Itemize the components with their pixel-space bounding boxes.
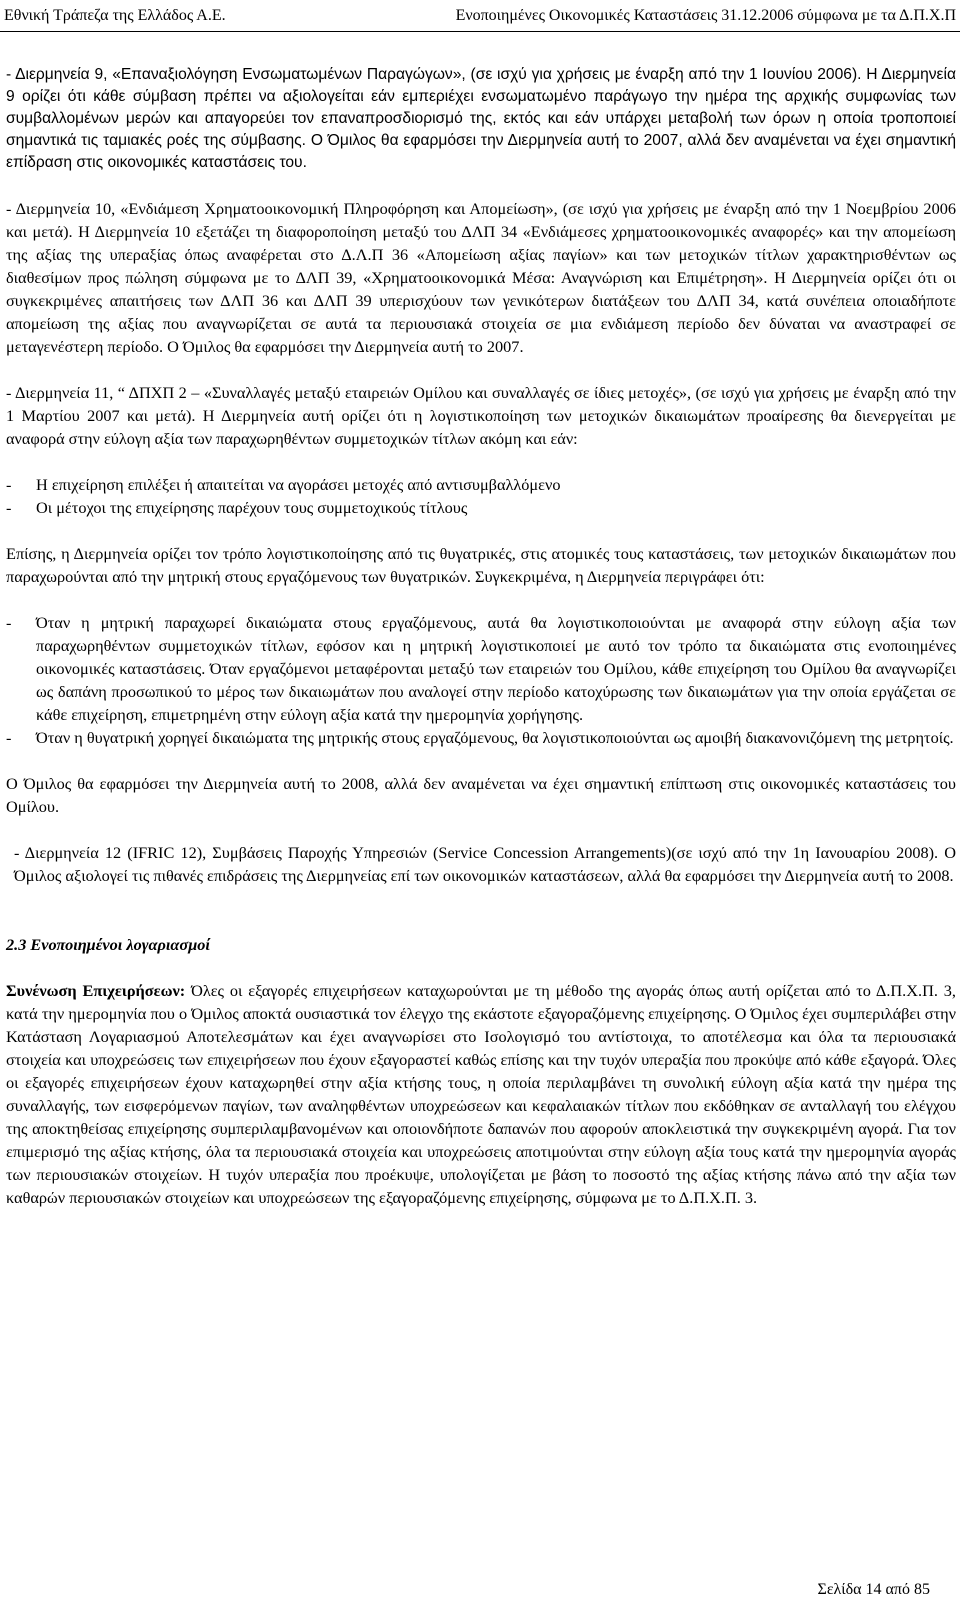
paragraph-also: Επίσης, η Διερμηνεία ορίζει τον τρόπο λογιστικοποίησης από τις θυγατρικές, στις ατομικές τους καταστάσεις, των μετοχικών δικαιωμάτων που παραχωρούνται από την μητρική στους εργαζόμενους των θυγατρικών. Συγκεκριμένα, η Διερμηνεία περιγράφει ότι: [6, 544, 956, 586]
list-item-text: Η επιχείρηση επιλέξει ή απαιτείται να αγοράσει μετοχές από αντισυμβαλλόμενο [36, 475, 561, 494]
page-number: Σελίδα 14 από 85 [817, 1581, 930, 1598]
list-dash: - [6, 498, 12, 517]
list-item [6, 496, 956, 519]
list-dash: - [6, 728, 12, 747]
page-header [0, 4, 960, 28]
spacer [6, 887, 956, 933]
list-item-text: Οι μέτοχοι της επιχείρησης παρέχουν τους συμμετοχικούς τίτλους [36, 498, 468, 517]
section-heading: 2.3 Ενοποιημένοι λογαριασμοί [6, 935, 210, 954]
list-dash: - [6, 475, 12, 494]
spacer [6, 818, 956, 841]
business-combination-label: Συνένωση Επιχειρήσεων: [6, 981, 186, 1000]
list-item [6, 611, 956, 726]
spacer [6, 174, 956, 197]
paragraph-business-combination [6, 979, 956, 1209]
spacer [6, 956, 956, 979]
paragraph-ifric-10: - Διερμηνεία 10, «Ενδιάμεση Χρηματοοικονομική Πληροφόρηση και Απομείωση», (σε ισχύ για χρήσεις με έναρξη από την 1 Νοεμβρίου 2006 και μετά). Η Διερμηνεία 10 εξετάζει τη διαφοροποίηση μεταξύ του ΔΛΠ 34 «Ενδιάμεσες χρηματοοικονομικές αναφορές» και την απομείωση της αξίας της υπεραξίας όπως αναφέρεται στο Δ.Λ.Π 36 «Απομείωση αξίας παγίων» και των μετοχικών τίτλων χαρακτηρισθέντων ως διαθεσίμων προς πώληση σύμφωνα με το ΔΛΠ 39, «Χρηματοοικονομικά Μέσα: Αναγνώριση και Επιμέτρηση». Η Διερμηνεία ορίζει ότι οι συγκεκριμένες απαιτήσεις των ΔΛΠ 36 και ΔΛΠ 39 υπερισχύουν των γενικότερων διατάξεων του ΔΛΠ 34, κατά συνέπεια οποιαδήποτε απομείωση της αξίας που αναγνωρίζεται σε αυτά τα περιουσιακά στοιχεία σε μια ενδιάμεση περίοδο δεν δύναται να αναστραφεί σε μεταγενέστερη περίοδο. Ο Όμιλος θα εφαρμόσει την Διερμηνεία αυτή το 2007. [6, 199, 956, 356]
spacer [6, 519, 956, 542]
paragraph-2008: Ο Όμιλος θα εφαρμόσει την Διερμηνεία αυτή το 2008, αλλά δεν αναμένεται να έχει σημαντική επίπτωση στις οικονομικές καταστάσεις του Ομίλου. [6, 774, 956, 816]
header-divider [0, 31, 960, 32]
paragraph-ifric-11: - Διερμηνεία 11, “ ΔΠΧΠ 2 – «Συναλλαγές μεταξύ εταιρειών Ομίλου και συναλλαγές σε ίδιες μετοχές», (σε ισχύ για χρήσεις με έναρξη από την 1 Μαρτίου 2007 και μετά). Η Διερμηνεία αυτή ορίζει ότι η λογιστικοποίηση των μετοχικών δικαιωμάτων προαίρεσης θα διενεργείται με αναφορά στην εύλογη αξία των παραχωρηθέντων συμμετοχικών τίτλων ακόμη και εάν: [6, 383, 956, 448]
page-content [6, 64, 956, 1209]
spacer [6, 588, 956, 611]
business-combination-text: Όλες οι εξαγορές επιχειρήσεων καταχωρούνται με τη μέθοδο της αγοράς όπως αυτή ορίζεται από το Δ.Π.Χ.Π. 3, κατά την ημερομηνία που ο Όμιλος αποκτά ουσιαστικά τον έλεγχο της εκάστοτε εξαγοραζόμενης επιχείρησης. Ο Όμιλος έχει συμπεριλάβει στην Κατάσταση Λογαριασμού Αποτελεσμάτων και έχει αναγνωρίσει στο Ισολογισμό του αντίστοιχα, το αποτέλεσμα και όλα τα περιουσιακά στοιχεία και υποχρεώσεις των επιχειρήσεων που έχουν εξαγοραστεί καθώς επίσης και την τυχόν υπεραξία που προκύψε από κάθε εξαγορά. Όλες οι εξαγορές επιχειρήσεων έχουν καταχωρηθεί στην αξία κτήσης τους, η οποία περιλαμβάνει τη συνολική εύλογη αξία κατά την ημέρα της συναλλαγής, των εισφερόμενων παγίων, των αναληφθέντων υποχρεώσεων και κεφαλαιακών τίτλων που εκδόθηκαν σε ανταλλαγή του ελέγχου της αποκτηθείσας επιχείρησης συμπεριλαμβανομένων και οποιονδήποτε δαπανών που αφορούν αποκλειστικά την συγκεκριμένη αγορά. Για τον επιμερισμό της αξίας κτήσης, όλα τα περιουσιακά στοιχεία και υποχρεώσεις αποτιμούνται στην εύλογη αξία τους κατά την ημερομηνία αγοράς των περιουσιακών στοιχείων. Η τυχόν υπεραξία που προέκυψε, υπολογίζεται με βάση το ποσοστό της αξίας κτήσης πάνω από την αξία των καθαρών περιουσιακών στοιχείων και υποχρεώσεων της εξαγοραζόμενης επιχείρησης, σύμφωνα με το Δ.Π.Χ.Π. 3. [6, 981, 956, 1207]
spacer [6, 358, 956, 381]
list-item [6, 473, 956, 496]
list-item [6, 726, 956, 749]
list-item-text: Όταν η θυγατρική χορηγεί δικαιώματα της μητρικής στους εργαζόμενους, θα λογιστικοποιούνται ως αμοιβή διακανονιζόμενη της μετρητοίς. [36, 728, 954, 747]
list-item-text: Όταν η μητρική παραχωρεί δικαιώματα στους εργαζόμενους, αυτά θα λογιστικοποιούνται με αναφορά στην εύλογη αξία των παραχωρηθέντων συμμετοχικών τίτλων, εφόσον και η μητρική λογιστικοποιεί με αυτό τον τρόπο τα δικαιώματα στις ενοποιημένες οικονομικές καταστάσεις. Όταν εργαζόμενοι μεταφέρονται μεταξύ των εταιρειών του Ομίλου, κάθε επιχείρηση του Ομίλου θα αναγνωρίζει ως δαπάνη προσωπικού το μέρος των δικαιωμάτων που αναλογεί στην περίοδο κατοχύρωσης των δικαιωμάτων για την οποία εργάζεται σε κάθε επιχείρηση, επιμετρημένη στην εύλογη αξία κατά την ημερομηνία χορήγησης. [36, 613, 956, 724]
header-bank-name: Εθνική Τράπεζα της Ελλάδος Α.Ε. [4, 7, 226, 24]
spacer [6, 749, 956, 772]
header-document-title: Ενοποιημένες Οικονομικές Καταστάσεις 31.12.2006 σύμφωνα με τα Δ.Π.Χ.Π [455, 7, 956, 24]
paragraph-ifric-12: - Διερμηνεία 12 (IFRIC 12), Συμβάσεις Παροχής Υπηρεσιών (Service Concession Arrangements)(σε ισχύ από την 1η Ιανουαρίου 2008). Ο Όμιλος αξιολογεί τις πιθανές επιδράσεις της Διερμηνείας επί των οικονομικών καταστάσεων, αλλά θα εφαρμόσει την Διερμηνεία αυτή το 2008. [14, 843, 956, 885]
list-dash: - [6, 613, 12, 632]
paragraph-ifric-9: - Διερμηνεία 9, «Επαναξιολόγηση Ενσωματωμένων Παραγώγων», (σε ισχύ για χρήσεις με έναρξη από την 1 Ιουνίου 2006). Η Διερμηνεία 9 ορίζει ότι κάθε σύμβαση πρέπει να αξιολογείται εάν εμπεριέχει ενσωματωμένο παράγωγο την ημέρα της αρχικής συμφωνίας των συμβαλλομένων μερών και απαγορεύει τον επαναπροσδιορισμό της, εκτός και εάν υπάρχει μεταβολή των όρων η οποία τροποποιεί σημαντικά τις ταμιακές ροές της σύμβασης. Ο Όμιλος θα εφαρμόσει την Διερμηνεία αυτή το 2007, αλλά δεν αναμένεται να έχει σημαντική επίδραση στις οικονομικές καταστάσεις του. [6, 66, 956, 171]
spacer [6, 450, 956, 473]
